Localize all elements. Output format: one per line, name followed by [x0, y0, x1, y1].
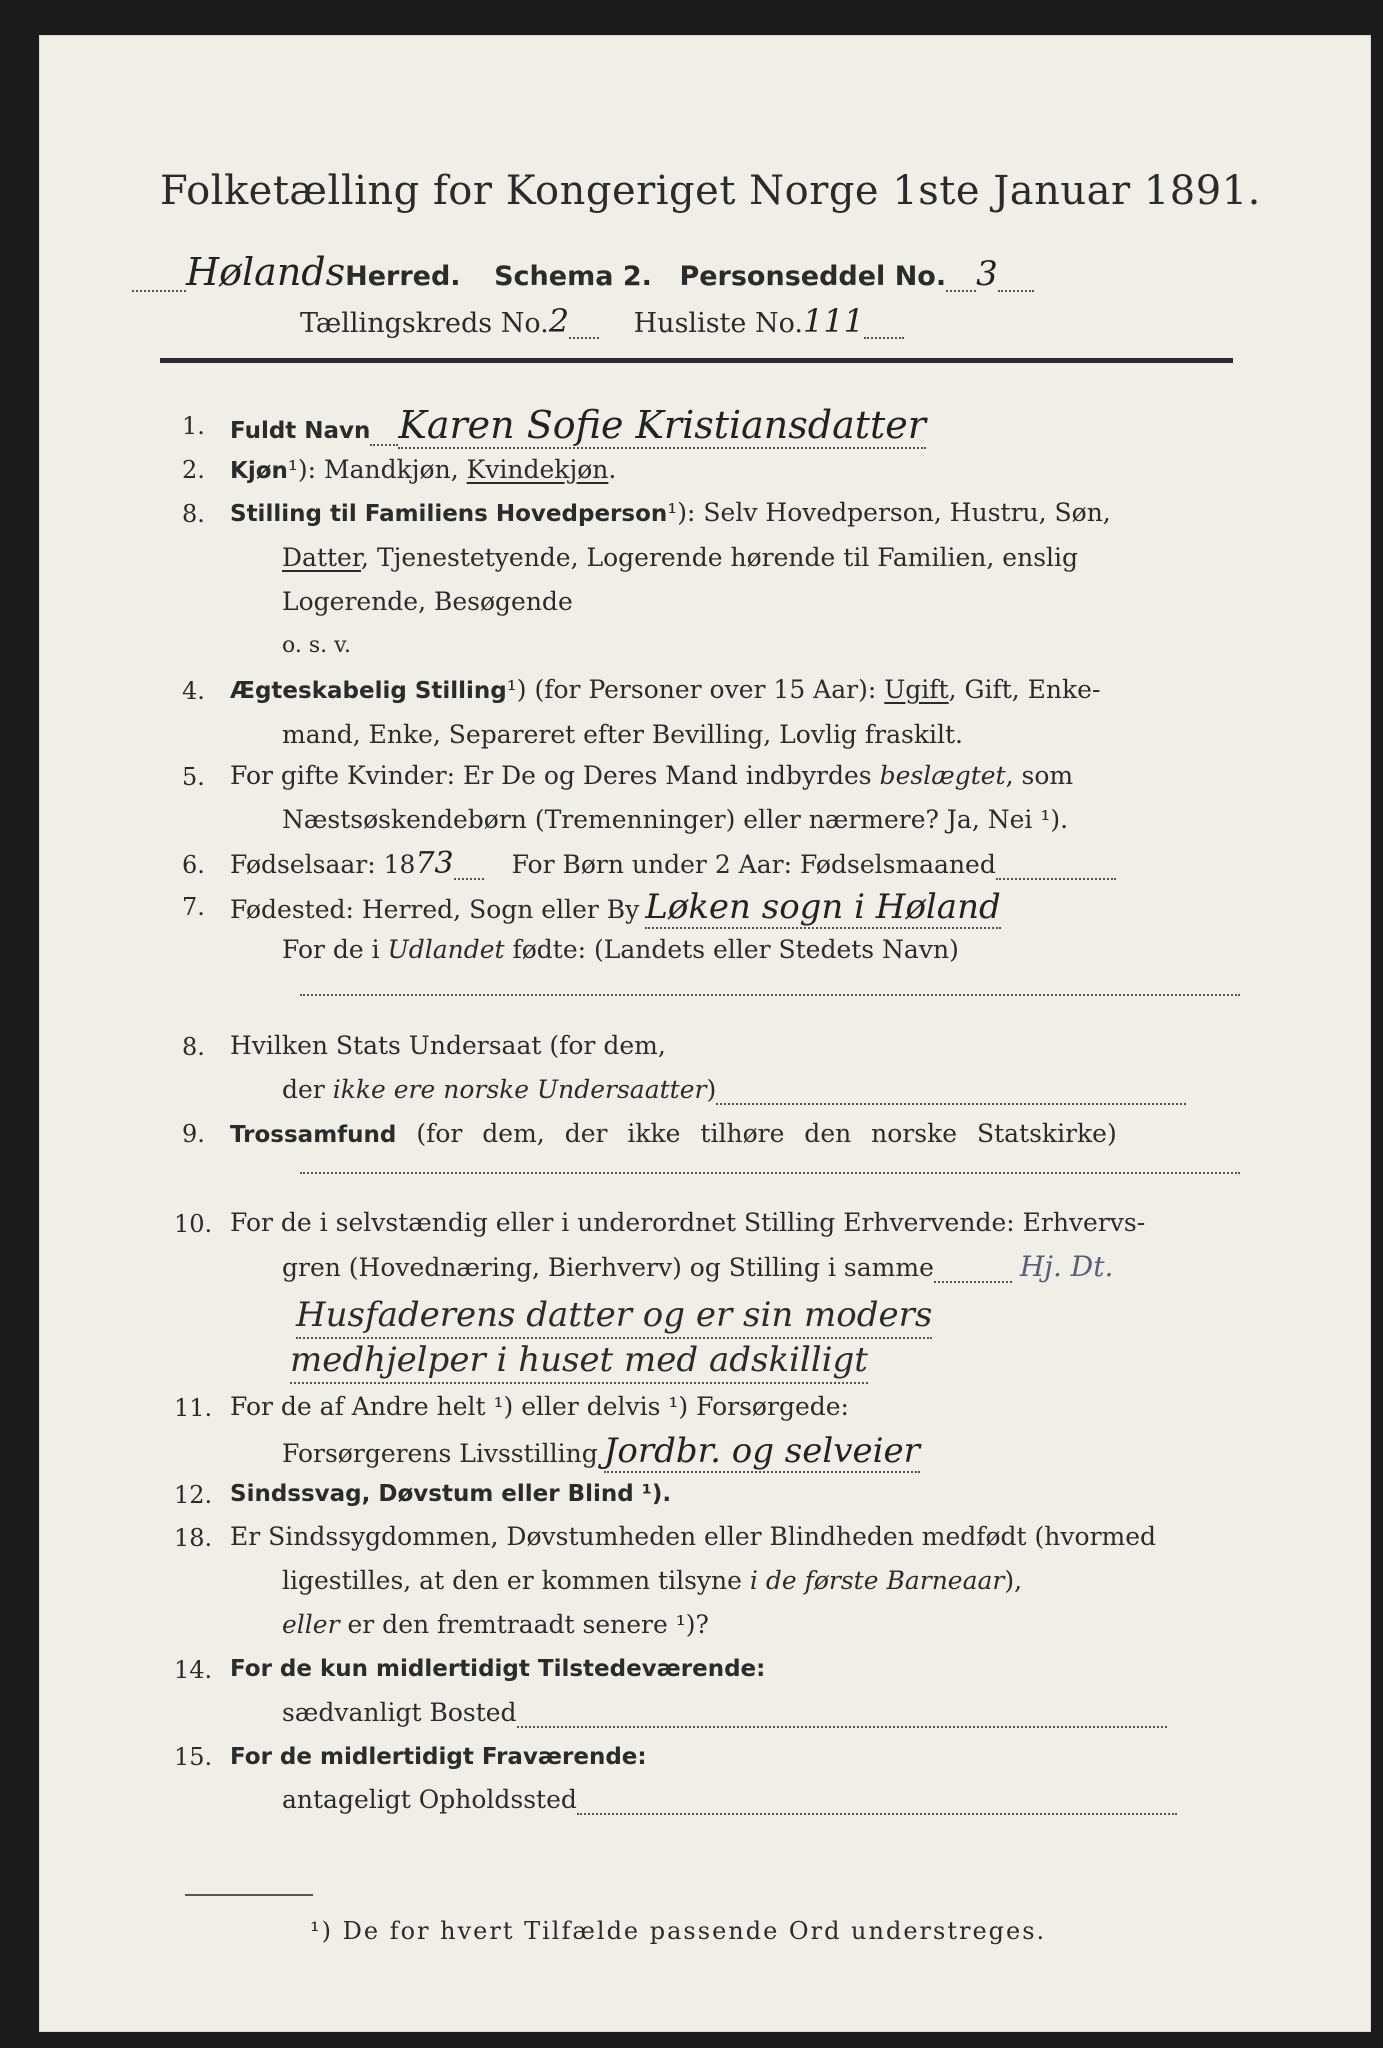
- q13-text-a: ligestilles, at den er kommen tilsyne: [282, 1565, 750, 1595]
- q7-italic: Udlandet: [387, 935, 505, 965]
- herred-label: Herred.: [345, 261, 461, 293]
- q6-line: [230, 845, 1116, 881]
- q10-hand-line2: medhjelper i huset med adskilligt: [290, 1338, 868, 1384]
- q13-line2: [282, 1566, 1022, 1596]
- q12-number: 12.: [174, 1481, 213, 1510]
- q3-options-1: ¹): Selv Hovedperson, Hustru, Søn,: [667, 498, 1111, 528]
- q15-line1: For de midlertidigt Fraværende:: [230, 1743, 647, 1770]
- q3-line3: Logerende, Besøgende: [282, 587, 573, 617]
- q10-number: 10.: [174, 1209, 213, 1238]
- personseddel-value: 3: [976, 254, 998, 295]
- q13-italic-2: eller: [282, 1609, 340, 1639]
- q9-label: Trossamfund: [230, 1121, 397, 1148]
- q15-line2: [282, 1785, 1177, 1815]
- q5-text-a: For gifte Kvinder: Er De og Deres Mand indbyrdes: [230, 761, 880, 791]
- herred-line: [132, 250, 1034, 295]
- personseddel-label: Personseddel No.: [679, 261, 947, 293]
- q13-line1: Er Sindssygdommen, Døvstumheden eller Blindheden medfødt (hvormed: [230, 1522, 1157, 1552]
- q1-number: 1.: [182, 411, 205, 440]
- q15-label: antageligt Opholdssted: [282, 1785, 577, 1815]
- q8-line1: Hvilken Stats Undersaat (for dem,: [230, 1031, 666, 1061]
- footnote: ¹) De for hvert Tilfælde passende Ord understreges.: [310, 1917, 1047, 1945]
- q8-text-b: ): [706, 1074, 717, 1104]
- q1-line: [230, 402, 926, 447]
- q8-italic: ikke ere norske Undersaatter: [332, 1074, 707, 1104]
- q2-label: Kjøn: [230, 457, 288, 484]
- q7-blank-line: [300, 994, 1240, 996]
- q7-number: 7.: [182, 893, 205, 922]
- q13-line3: [282, 1610, 709, 1640]
- q4-condition: ¹) (for Personer over 15 Aar):: [506, 674, 885, 704]
- q3-options-2: , Tjenestetyende, Logerende hørende til Familien, enslig: [361, 542, 1079, 572]
- census-form-page: [40, 36, 1370, 2031]
- q6-label: Fødselsaar: 18: [230, 849, 416, 879]
- q7-value: Løken sogn i Høland: [645, 886, 1001, 927]
- q9-rest: (for dem, der ikke tilhøre den norske Statskirke): [416, 1118, 1117, 1148]
- kreds-label: Tællingskreds No.: [300, 307, 549, 339]
- husliste-value: 111: [802, 301, 865, 340]
- husliste-label: Husliste No.: [633, 307, 803, 339]
- q2-selected: Kvindekjøn: [466, 454, 609, 484]
- q6-value: 73: [415, 845, 454, 881]
- q5-text-b: , som: [1005, 761, 1074, 791]
- q8-line2: [282, 1075, 1186, 1105]
- q10-text: gren (Hovednæring, Bierhverv) og Stilling i samme: [282, 1252, 934, 1282]
- q7-text-b: fødte: (Landets eller Stedets Navn): [504, 935, 959, 965]
- q5-number: 5.: [182, 763, 205, 792]
- q4-number: 4.: [182, 676, 205, 705]
- q3-line2: [282, 543, 1078, 573]
- footnote-rule: [185, 1894, 313, 1896]
- q8-number: 8.: [182, 1032, 205, 1061]
- q11-line1: For de af Andre helt ¹) eller delvis ¹) Forsørgede:: [230, 1391, 849, 1421]
- q7-line1: [230, 886, 1001, 927]
- q10-line1: For de i selvstændig eller i underordnet Stilling Erhvervende: Erhvervs-: [230, 1207, 1146, 1237]
- q2-footnote-mark: ¹: [287, 454, 298, 484]
- q13-text-c: er den fremtraadt senere ¹)?: [339, 1609, 709, 1639]
- q6-rest: For Børn under 2 Aar: Fødselsmaaned: [511, 849, 996, 879]
- q12-line: Sindssvag, Døvstum eller Blind ¹).: [230, 1481, 672, 1508]
- q5-line2: Næstsøskendebørn (Tremenninger) eller nærmere? Ja, Nei ¹).: [282, 805, 1069, 835]
- q14-line1: For de kun midlertidigt Tilstedeværende:: [230, 1656, 766, 1683]
- q10-hand-line1: Husfaderens datter og er sin moders: [296, 1293, 932, 1339]
- q9-blank-line: [300, 1172, 1240, 1174]
- q5-italic: beslægtet: [879, 761, 1006, 791]
- q4-label: Ægteskabelig Stilling: [230, 677, 507, 704]
- q3-label: Stilling til Familiens Hovedperson: [230, 501, 668, 528]
- q14-line2: [282, 1698, 1167, 1728]
- header-rule: [160, 358, 1233, 363]
- q4-options-1: , Gift, Enke-: [948, 674, 1101, 704]
- q9-line: [230, 1119, 1117, 1150]
- q2-end: .: [608, 454, 617, 484]
- q11-number: 11.: [174, 1393, 213, 1422]
- q2-line: [230, 455, 616, 486]
- q4-line1: [230, 675, 1100, 706]
- q7-label: Fødested: Herred, Sogn eller By: [230, 894, 640, 924]
- q10-marginal: Hj. Dt.: [1019, 1249, 1114, 1283]
- q7-text-a: For de i: [282, 935, 388, 965]
- q11-label: Forsørgerens Livsstilling: [282, 1438, 598, 1468]
- q3-number: 8.: [182, 500, 205, 529]
- form-title: Folketælling for Kongeriget Norge 1ste Januar 1891.: [160, 168, 1261, 215]
- q11-value: Jordbr. og selveier: [603, 1430, 920, 1471]
- q3-selected: Datter: [282, 542, 362, 572]
- q6-number: 6.: [182, 850, 205, 879]
- q2-number: 2.: [182, 456, 205, 485]
- q13-number: 18.: [174, 1524, 213, 1552]
- q2-options: ): Mandkjøn,: [297, 454, 467, 484]
- q4-selected: Ugift: [884, 674, 949, 704]
- q4-line2: mand, Enke, Separeret efter Bevilling, Lovlig fraskilt.: [282, 719, 963, 749]
- schema-label: Schema 2.: [494, 261, 652, 293]
- kreds-value: 2: [548, 301, 570, 340]
- q14-number: 14.: [174, 1656, 213, 1685]
- kreds-line: [300, 301, 904, 340]
- q5-line1: [230, 761, 1073, 791]
- q11-line2: [282, 1430, 920, 1471]
- q7-line2: [282, 935, 959, 965]
- q8-text-a: der: [282, 1074, 333, 1104]
- q13-italic: i de første Barneaar: [749, 1565, 1005, 1595]
- q9-number: 9.: [182, 1120, 205, 1149]
- q14-label: sædvanligt Bosted: [282, 1697, 517, 1727]
- q15-number: 15.: [174, 1743, 213, 1772]
- q3-line4: o. s. v.: [282, 633, 351, 659]
- q10-line2: [282, 1249, 1114, 1283]
- herred-value: Hølands: [186, 250, 346, 295]
- q1-value: Karen Sofie Kristiansdatter: [398, 402, 926, 447]
- q13-text-b: ),: [1004, 1565, 1023, 1595]
- q1-label: Fuldt Navn: [230, 417, 371, 444]
- q3-line1: [230, 498, 1111, 529]
